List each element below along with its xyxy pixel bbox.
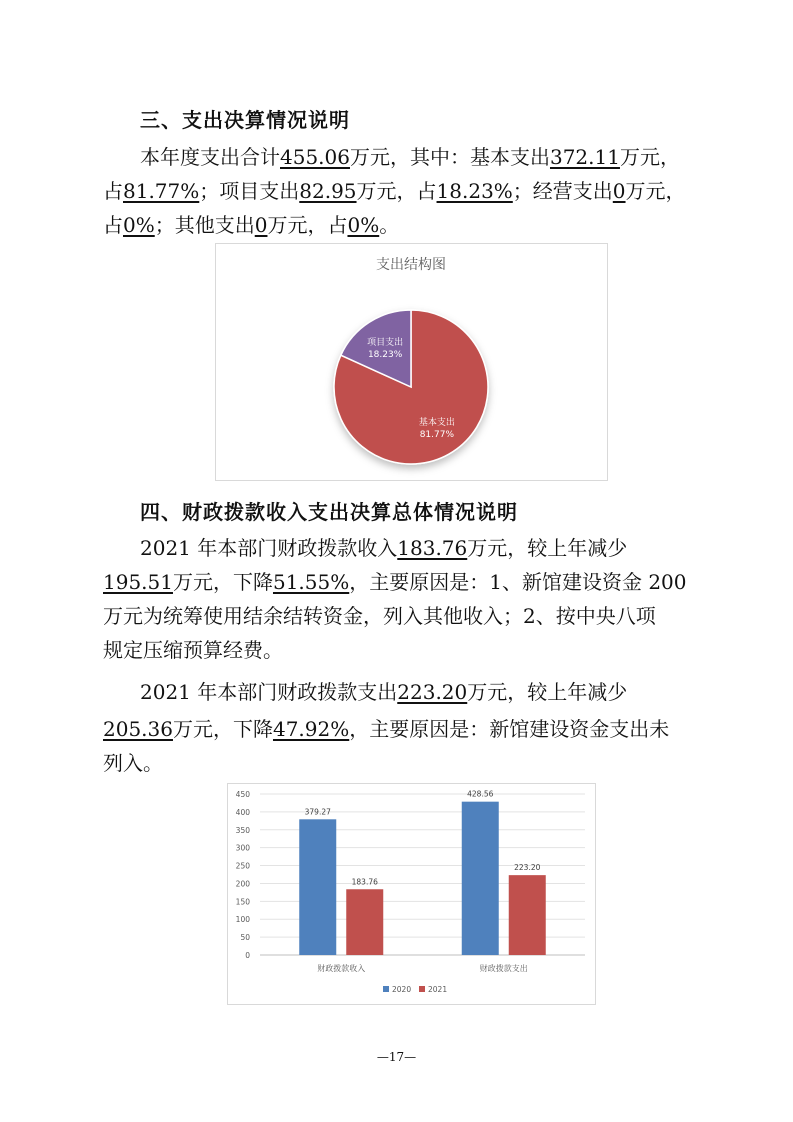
bar-2021-0 — [346, 889, 383, 955]
page-number: —17— — [376, 1050, 417, 1064]
text-run: 2021 年本部门财政拨款支出 — [140, 680, 398, 704]
text-run: 。 — [379, 213, 400, 237]
section4-paragraph2-cont — [103, 712, 703, 780]
para-line — [140, 140, 740, 174]
section4-heading: 四、财政拨款收入支出决算总体情况说明 — [140, 500, 518, 524]
text-run: ，主要原因是：新馆建设资金支出未 — [349, 717, 670, 741]
text-run: 万元，下降 — [172, 570, 273, 594]
expense-decrease-pct: 47.92% — [272, 717, 350, 741]
section3-paragraph-cont — [103, 174, 703, 242]
project-expense-value: 82.95 — [299, 179, 357, 203]
text-run: ；其他支出 — [154, 213, 255, 237]
text-run: ，主要原因是：1、新馆建设资金 200 — [349, 570, 687, 594]
income-value: 183.76 — [397, 536, 468, 560]
operating-expense-value: 0 — [612, 179, 626, 203]
bar-data-label: 379.27 — [304, 807, 331, 817]
basic-expense-value: 372.11 — [549, 145, 620, 169]
text-run: 万元，占 — [356, 179, 437, 203]
para-line — [140, 531, 740, 565]
legend-label: 2020 — [392, 985, 412, 994]
pie-slice-value-label: 18.23% — [367, 349, 403, 360]
y-tick-label: 400 — [235, 807, 250, 817]
text-run: 列入。 — [103, 751, 163, 775]
section4-paragraph1 — [140, 531, 740, 565]
text-run: 万元，较上年减少 — [467, 536, 628, 560]
text-run: 万元，下降 — [172, 717, 273, 741]
text-run: 万元， — [619, 145, 680, 169]
legend-label: 2021 — [428, 985, 448, 994]
bar-chart — [228, 784, 595, 1004]
income-decrease-value: 195.51 — [103, 570, 173, 594]
section3-heading: 三、支出决算情况说明 — [140, 108, 350, 132]
operating-expense-pct: 0% — [123, 213, 155, 237]
text-run: 万元， — [625, 179, 686, 203]
bar-data-label: 183.76 — [351, 877, 378, 887]
text-run: 占 — [103, 179, 123, 203]
legend-swatch — [419, 986, 425, 992]
x-tick-label: 财政拨款收入 — [317, 964, 366, 973]
bar-chart-container — [227, 783, 596, 1005]
y-tick-label: 350 — [235, 825, 250, 835]
y-tick-label: 0 — [245, 951, 250, 960]
text-run: 规定压缩预算经费。 — [103, 638, 283, 662]
pie-chart-title: 支出结构图 — [376, 257, 446, 273]
text-run: 万元，占 — [267, 213, 348, 237]
y-tick-label: 50 — [240, 933, 250, 943]
project-expense-pct: 18.23% — [436, 179, 513, 203]
para-line — [103, 599, 703, 633]
text-run: 2021 年本部门财政拨款收入 — [140, 536, 398, 560]
text-run: 万元，较上年减少 — [467, 680, 628, 704]
para-line — [140, 675, 740, 709]
bar-data-label: 223.20 — [514, 863, 541, 873]
other-expense-value: 0 — [254, 213, 268, 237]
text-run: 占 — [103, 213, 123, 237]
text-run: 万元，其中：基本支出 — [349, 145, 550, 169]
para-line — [103, 208, 703, 242]
text-run: 本年度支出合计 — [140, 145, 280, 169]
text-run: ；项目支出 — [199, 179, 300, 203]
pie-slice-value-label: 81.77% — [419, 430, 455, 441]
expense-value: 223.20 — [397, 680, 468, 704]
pie-slice-label: 基本支出 — [418, 418, 455, 429]
y-tick-label: 150 — [235, 897, 250, 907]
para-line — [103, 565, 703, 599]
para-line — [103, 633, 703, 667]
y-tick-label: 300 — [235, 843, 250, 853]
text-run: 万元为统筹使用结余结转资金，列入其他收入；2、按中央八项 — [103, 604, 656, 628]
pie-chart-container — [215, 243, 608, 481]
y-tick-label: 450 — [235, 790, 250, 799]
bar-2020-1 — [462, 802, 499, 955]
text-run: ；经营支出 — [512, 179, 613, 203]
y-tick-label: 250 — [235, 861, 250, 871]
y-tick-label: 200 — [235, 879, 250, 889]
pie-chart — [216, 244, 607, 480]
other-expense-pct: 0% — [347, 213, 380, 237]
bar-2020-0 — [299, 819, 336, 955]
section4-paragraph1-cont — [103, 565, 703, 667]
income-decrease-pct: 51.55% — [272, 570, 350, 594]
para-line — [103, 174, 703, 208]
basic-expense-pct: 81.77% — [123, 179, 200, 203]
bar-2021-1 — [509, 875, 546, 955]
y-tick-label: 100 — [235, 915, 250, 925]
x-tick-label: 财政拨款支出 — [479, 964, 528, 973]
expense-decrease-value: 205.36 — [103, 717, 173, 741]
section3-paragraph — [140, 140, 740, 174]
para-line — [103, 712, 703, 746]
section4-paragraph2 — [140, 675, 740, 709]
total-expense-value: 455.06 — [280, 145, 350, 169]
pie-slice-label: 项目支出 — [367, 337, 404, 348]
legend-swatch — [383, 986, 389, 992]
para-line — [103, 746, 703, 780]
bar-data-label: 428.56 — [467, 789, 494, 799]
